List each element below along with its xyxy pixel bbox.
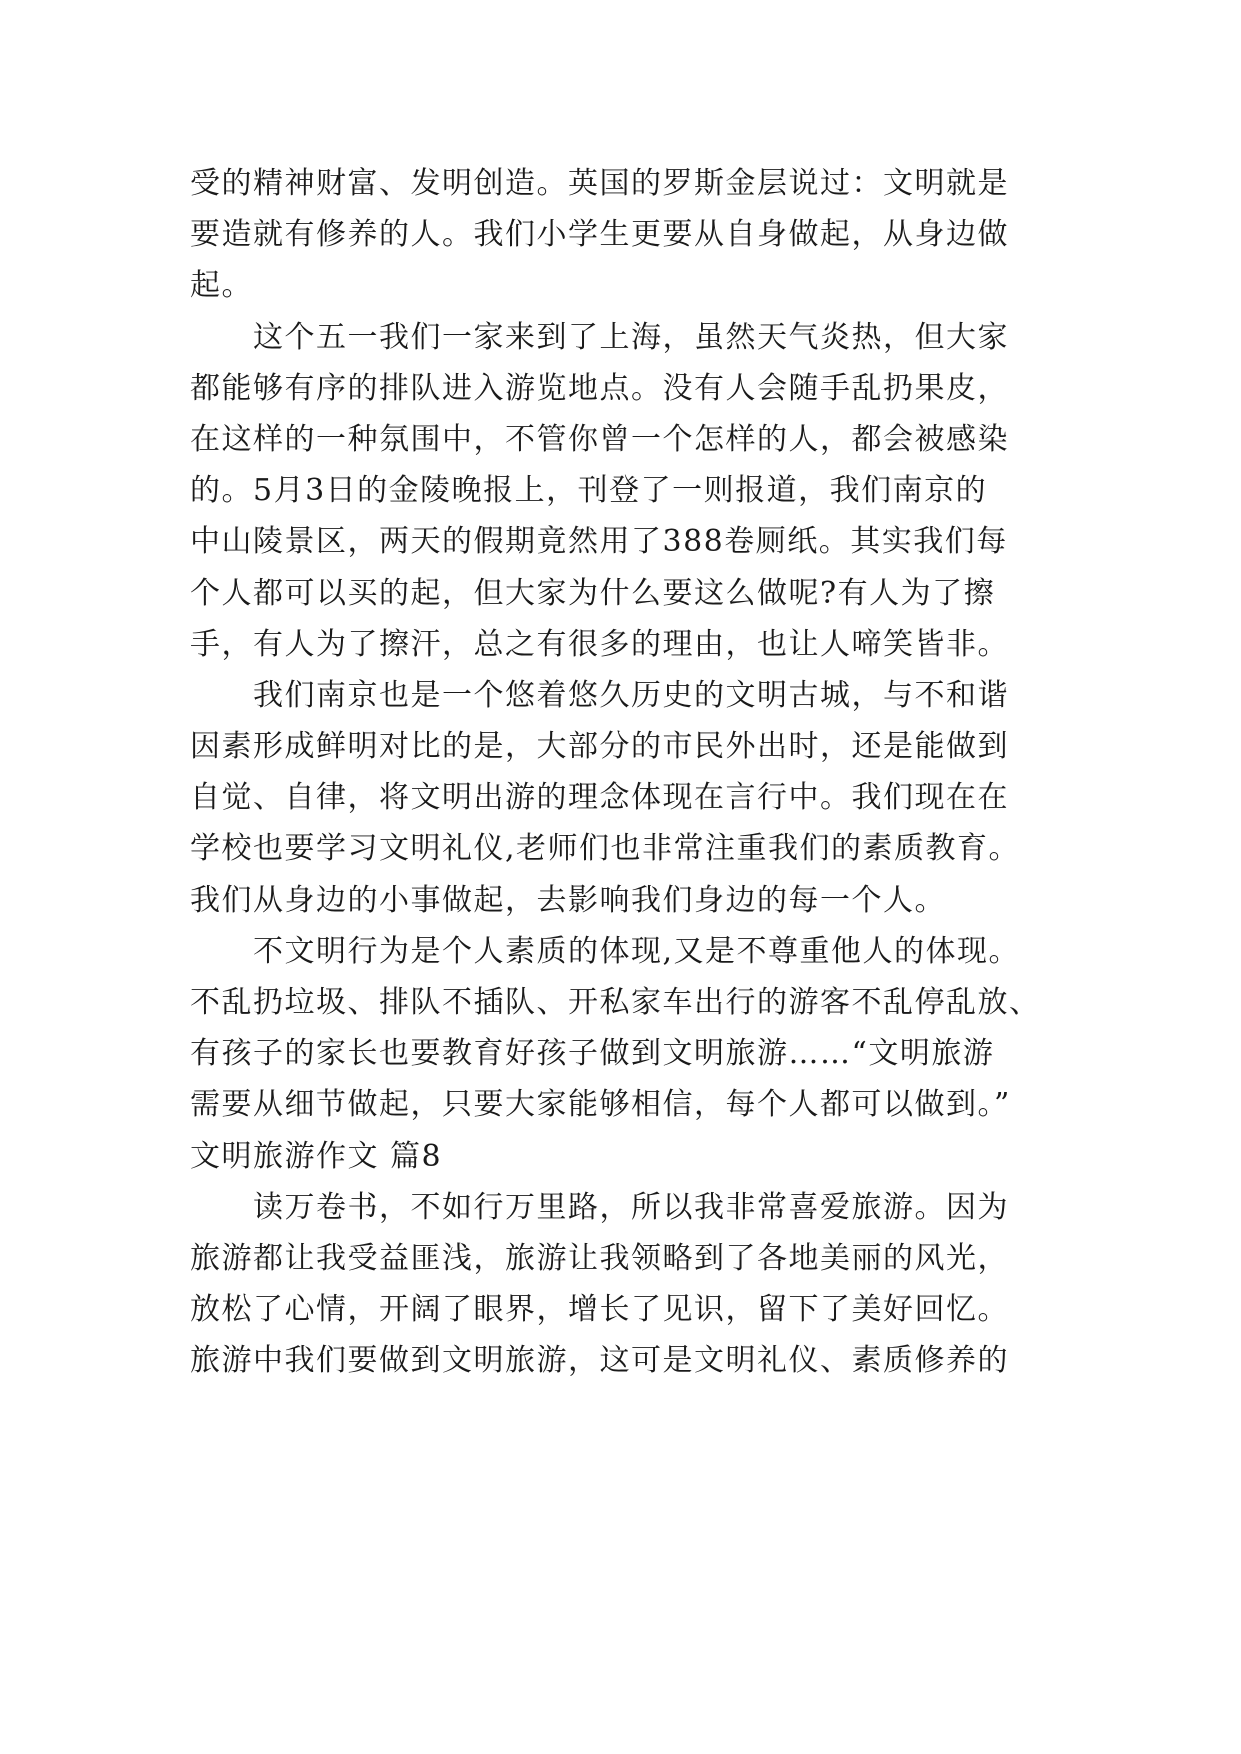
text-line: 学校也要学习文明礼仪,老师们也非常注重我们的素质教育。 xyxy=(190,831,1021,867)
text-line: 不乱扔垃圾、排队不插队、开私家车出行的游客不乱停乱放、 xyxy=(190,985,1041,1020)
text-line: 个人都可以买的起，但大家为什么要这么做呢?有人为了擦 xyxy=(190,575,996,611)
text-line: 有孩子的家长也要教育好孩子做到文明旅游……“文明旅游 xyxy=(190,1036,995,1072)
text-line: 放松了心情，开阔了眼界，增长了见识，留下了美好回忆。 xyxy=(190,1292,1009,1328)
text-line: 因素形成鲜明对比的是，大部分的市民外出时，还是能做到 xyxy=(190,729,1009,765)
text-line: 起。 xyxy=(190,268,253,304)
text-line: 要造就有修养的人。我们小学生更要从自身做起，从身边做 xyxy=(190,217,1009,253)
text-line: 受的精神财富、发明创造。英国的罗斯金层说过：文明就是 xyxy=(190,166,1009,201)
text-line: 的。5月3日的金陵晚报上，刊登了一则报道，我们南京的 xyxy=(190,473,988,509)
paragraph-first-line: 这个五一我们一家来到了上海，虽然天气炎热，但大家 xyxy=(253,319,1009,355)
text-line: 需要从细节做起，只要大家能够相信，每个人都可以做到。” xyxy=(190,1087,1011,1123)
text-line: 旅游中我们要做到文明旅游，这可是文明礼仪、素质修养的 xyxy=(190,1343,1009,1379)
text-line: 都能够有序的排队进入游览地点。没有人会随手乱扔果皮， xyxy=(190,370,1009,406)
section-heading: 文明旅游作文 篇8 xyxy=(190,1138,443,1174)
text-line: 中山陵景区，两天的假期竟然用了388卷厕纸。其实我们每 xyxy=(190,524,1008,560)
text-line: 在这样的一种氛围中，不管你曾一个怎样的人，都会被感染 xyxy=(190,421,1009,457)
text-line: 手，有人为了擦汗，总之有很多的理由，也让人啼笑皆非。 xyxy=(190,626,1009,662)
text-line: 我们从身边的小事做起，去影响我们身边的每一个人。 xyxy=(190,882,946,918)
paragraph-first-line: 不文明行为是个人素质的体现,又是不尊重他人的体现。 xyxy=(253,933,1021,969)
essay-text xyxy=(190,158,1080,1387)
text-line: 旅游都让我受益匪浅，旅游让我领略到了各地美丽的风光， xyxy=(190,1240,1009,1276)
paragraph-first-line: 读万卷书，不如行万里路，所以我非常喜爱旅游。因为 xyxy=(253,1189,1009,1225)
paragraph-first-line: 我们南京也是一个悠着悠久历史的文明古城，与不和谐 xyxy=(253,677,1009,713)
text-line: 自觉、自律，将文明出游的理念体现在言行中。我们现在在 xyxy=(190,780,1009,816)
